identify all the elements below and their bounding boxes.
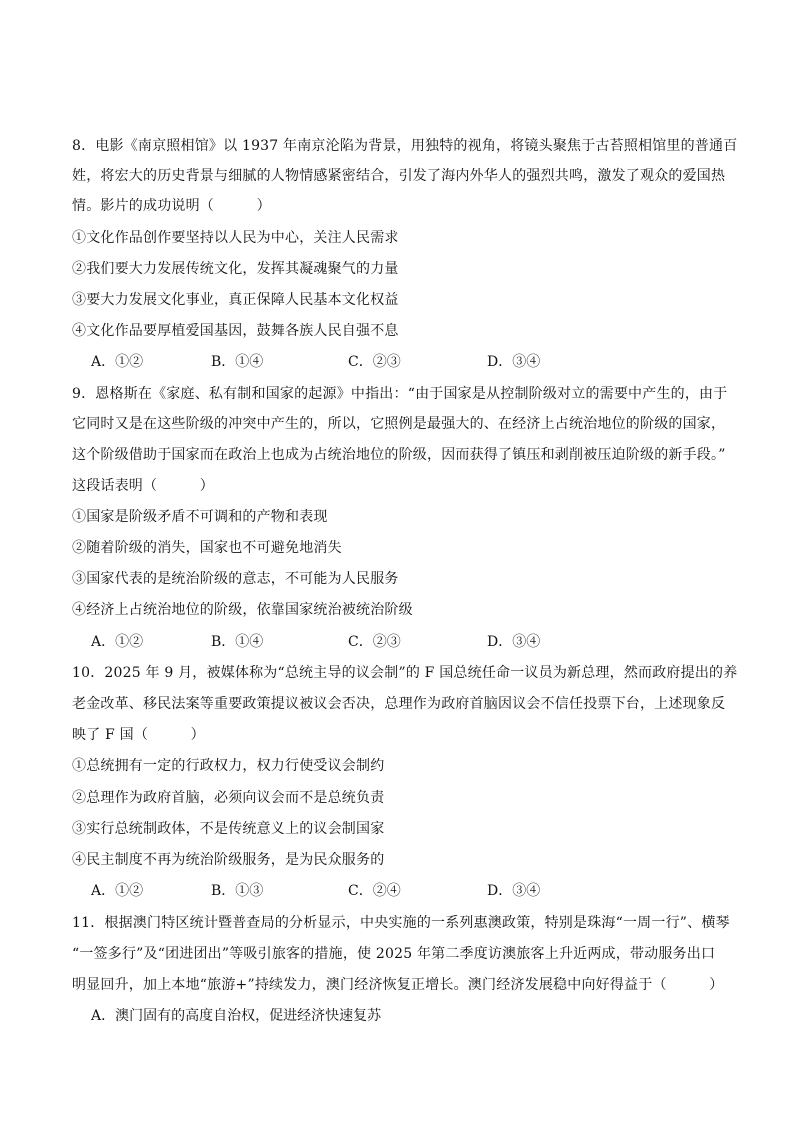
question-11-options (91, 1006, 731, 1026)
question-10-options (91, 881, 731, 901)
question-11-stem-line-1: 11．根据澳门特区统计暨普查局的分析显示，中央实施的一系列惠澳政策，特别是珠海“一周一行”、横琴 (72, 915, 730, 931)
option-b[interactable]: B．①③ (211, 883, 264, 899)
option-b[interactable]: B．①④ (211, 354, 264, 370)
question-9-stem-line-4: 这段话表明（ ） (72, 478, 214, 494)
question-9-options (91, 632, 731, 652)
option-d[interactable]: D．③④ (487, 634, 541, 650)
option-c[interactable]: C．②④ (348, 883, 401, 899)
question-10-stem-line-1: 10．2025 年 9 月，被媒体称为“总统主导的议会制”的 F 国总统任命一议员为新总理，然而政府提出的养 (72, 665, 738, 681)
question-8-statement-3: ③要大力发展文化事业，真正保障人民基本文化权益 (72, 292, 399, 308)
option-d[interactable]: D．③④ (487, 883, 541, 899)
question-10-statement-1: ①总统拥有一定的行政权力，权力行使受议会制约 (72, 758, 385, 774)
question-8-stem-line-1: 8．电影《南京照相馆》以 1937 年南京沦陷为背景，用独特的视角，将镜头聚焦于古苔照相馆里的普通百 (72, 138, 738, 154)
option-c[interactable]: C．②③ (348, 634, 401, 650)
question-9-stem-line-3: 这个阶级借助于国家而在政治上也成为占统治地位的阶级，因而获得了镇压和剥削被压迫阶级的新手段。” (72, 447, 726, 463)
question-9-statement-3: ③国家代表的是统治阶级的意志，不可能为人民服务 (72, 571, 399, 587)
question-8-stem-line-3: 情。影片的成功说明（ ） (72, 198, 271, 214)
question-10-stem-line-2: 老金改革、移民法案等重要政策提议被议会否决，总理作为政府首脑因议会不信任投票下台，上述现象反 (72, 696, 726, 712)
question-11-stem-line-3: 明显回升，加上本地“旅游+”持续发力，澳门经济恢复正增长。澳门经济发展稳中向好得益于（ ） (72, 977, 724, 993)
option-c[interactable]: C．②③ (348, 354, 401, 370)
question-8-stem-line-2: 姓，将宏大的历史背景与细腻的人物情感紧密结合，引发了海内外华人的强烈共鸣，激发了观众的爱国热 (72, 168, 726, 184)
question-8-options (91, 352, 731, 372)
option-a[interactable]: A．①② (91, 634, 144, 650)
option-a[interactable]: A．①② (91, 354, 144, 370)
question-11-stem-line-2: “一签多行”及“团进团出”等吸引旅客的措施，使 2025 年第二季度访澳旅客上升近两成，带动服务出口 (72, 946, 716, 962)
question-9-statement-1: ①国家是阶级矛盾不可调和的产物和表现 (72, 509, 328, 525)
question-9-stem-line-2: 它同时又是在这些阶级的冲突中产生的，所以，它照例是最强大的、在经济上占统治地位的阶级的国家， (72, 416, 726, 432)
question-10-statement-2: ②总理作为政府首脑，必须向议会而不是总统负责 (72, 790, 385, 806)
question-8-statement-1: ①文化作品创作要坚持以人民为中心，关注人民需求 (72, 230, 399, 246)
option-d[interactable]: D．③④ (487, 354, 541, 370)
question-8-statement-2: ②我们要大力发展传统文化，发挥其凝魂聚气的力量 (72, 261, 399, 277)
question-8-statement-4: ④文化作品要厚植爱国基因，鼓舞各族人民自强不息 (72, 323, 399, 339)
question-10-statement-3: ③实行总统制政体，不是传统意义上的议会制国家 (72, 821, 385, 837)
question-10-statement-4: ④民主制度不再为统治阶级服务，是为民众服务的 (72, 852, 385, 868)
question-10-stem-line-3: 映了 F 国（ ） (72, 727, 205, 743)
question-9-statement-4: ④经济上占统治地位的阶级，依靠国家统治被统治阶级 (72, 602, 413, 618)
question-9-statement-2: ②随着阶级的消失，国家也不可避免地消失 (72, 540, 342, 556)
option-a[interactable]: A．①② (91, 883, 144, 899)
option-a[interactable]: A．澳门固有的高度自治权，促进经济快速复苏 (91, 1008, 382, 1024)
option-b[interactable]: B．①④ (211, 634, 264, 650)
question-9-stem-line-1: 9．恩格斯在《家庭、私有制和国家的起源》中指出：“由于国家是从控制阶级对立的需要中产生的，由于 (72, 386, 728, 402)
